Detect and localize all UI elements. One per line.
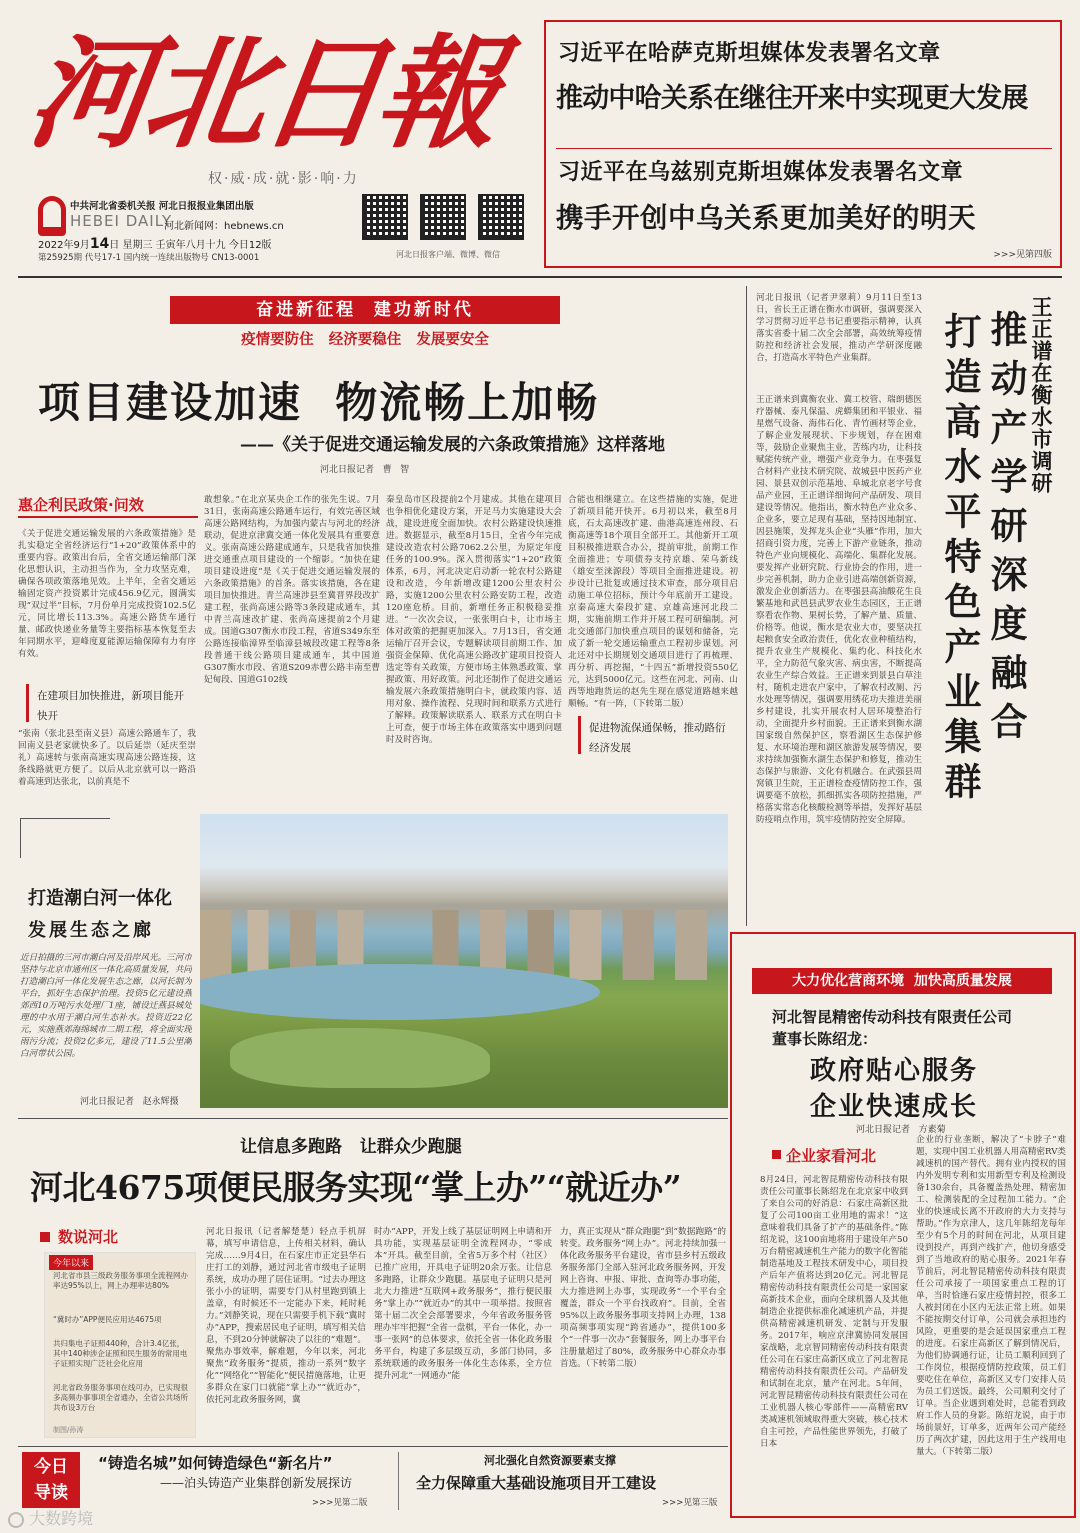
photo-title-line2[interactable]: 发展生态之廊: [28, 920, 154, 941]
side-vertical-line1[interactable]: 推动产学研深度融合: [984, 310, 1027, 751]
index-tag: [22, 1452, 80, 1508]
watermark-text: 大数跨境: [29, 1509, 94, 1528]
business-col1: 8月24日，河北智昆精密传动科技有限责任公司董事长陈绍龙在北京家中收到了来自公司的好消息：石家庄高新区批复了公司100亩工业用地的需求！“这意味着我们具备了扩产的基础条件。”陈绍龙说，这100亩地将用于建设年产50万台精密减速机生产能力的数字化智能制造基地及工程技术研发中心，项目投产后年产值将达到20亿元。河北智昆精密传动科技有限责任公司是一家国家高新技术企业，面向全球机器人及其他制造企业提供标准化减速机产品，并提供高精密减速机研发、定制与开发服务。2017年，响应京津冀协同发展国家战略，北京智同精密传动科技有限责任公司在石家庄高新区成立了河北智昆精密传动科技有限责任公司。产品研发和试制在北京，量产在河北。5年间，河北智昆精密传动科技有限责任公司在工业机器人核心零部件——高精密RV类减速机领域取得重大突破，核心技术自主可控，产品性能世界领先，打破了日本: [760, 1175, 908, 1449]
date-day: 14: [89, 236, 110, 252]
business-kicker-line2: 董事长陈绍龙：: [772, 1030, 878, 1048]
photo-credit: 河北日报记者 赵永辉摄: [80, 1097, 179, 1107]
masthead: [19, 18, 535, 268]
river: [200, 964, 600, 1020]
business-col2: 企业的行业垄断，解决了“卡脖子”难题，实现中国工业机器人用高精密RV类减速机的国产替代。拥有业内授权的国内外发明专利和实用新型专利及检测设备130余台，具备覆盖热处理、精密加工、检测装配的全过程加工能力。“企业的快速成长离不开政府的大力支持与帮助。”作为京津人，这几年陈绍龙每年至少有5个月的时间在河北，从项目建设到投产，再到产线扩产，他切身感受到了当地政府的贴心服务。2021年春节前后，河北智昆精密传动科技有限责任公司承接了一项国家重点工程的订单，当时恰逢石家庄疫情封控，很多工人被封闭在小区内无法正常上班。如果不能按期交付订单，公司就会承担违约风险，更重要的是会延误国家重点工程的进度。石家庄高新区了解到情况后，为他们协调通行证，让员工顺利回到了工作岗位，根据疫情防控政策，员工们要吃住在单位，高新区又专门安排人员为员工们送饭。最终，公司顺利交付了订单。当企业遇到难处时，总能看到政府工作人员的身影。陈绍龙说，由于市场前景好，订单多，近两年公司产能经历了两次扩建，因此这用于生产线用电量大。（下转第二版）: [916, 1135, 1066, 1457]
masthead-emblem-icon: [38, 196, 66, 236]
issue-line: 第25925期 代号17-1 国内统一连续出版物号 CN13-0001: [38, 253, 260, 263]
side-vertical-kicker: 王正谱在衡水市调研: [1029, 296, 1053, 494]
photo-caption-block: [20, 810, 198, 1110]
data-sidebar-item-2: “冀时办”APP便民应用达4675项: [53, 1315, 162, 1324]
side-vertical-line2[interactable]: 打造高水平特色产业集群: [938, 312, 981, 807]
masthead-slogan: 权·威·成·就·影·响·力: [208, 171, 359, 187]
index-item1-page-link[interactable]: >>>见第二版: [312, 1498, 368, 1508]
lead-col1: 《关于促进交通运输发展的六条政策措施》是扎实稳定全省经济运行“1+20”政策体系中的重要内容。政策出台后，全省交通运输部门深化思想认识，主动担当作为，全力攻坚克难，确保各项政策落地见效。上半年，全省交通运输固定资产投资累计完成456.9亿元，圆满实现“双过半”目标，7月份单月完成投资102.5亿元，同比增长113.3%。高速公路货车通行量、邮政快递业务量等主要指标基本恢复至去年同期水平，迎峰度夏能源运输保障有力有序有效。: [18, 529, 196, 659]
data-sidebar-item-3: 共归集电子证照440种，合计3.4亿张，其中140种涉企证照和民生服务的常用电子证照实现广泛社会化应用: [53, 1339, 188, 1368]
index-item1-sub: ——泊头铸造产业集群创新发展探访: [160, 1476, 353, 1490]
headline2-main[interactable]: 携手开创中乌关系更加美好的明天: [556, 202, 976, 234]
slogan-2: 经济要稳住: [328, 332, 402, 348]
side-body: 王正谱来到冀衡农业、冀工校管、瑞朗德医疗器械、泰凡保温、虎蟒集团和平银业、福星燃气设备、海伟石化、青竹画材等企业，了解企业发展现状、下步规划，存在困难等，鼓励企业聚焦主业，苦练内功，让科技赋能传统产业，增强产业竞争力。在枣强复合材料产业技术研究院、故城县中医药产业园、景县双创示范基地、阜城北京老字号食品产业园，王正谱详细询问产品研发、项目建设等情况。他指出，衡水特色产业众多、企业多，要立足现有基础，坚持因地制宜、因县施策，发挥龙头企业“头雁”作用，加大招商引资力度，完善上下游产业链条，推动特色产业向规模化、高端化、集群化发展。要发挥产业研究院、行业协会的作用，进一步完善机制，助力企业引进高端创新资源，激发企业创新活力。在枣强县高油酸花生良繁基地和武邑县武罗农业生态园区，王正谱察看农作物、果树长势，了解产量、质量、价格等。他说，衡水是农业大市，要坚决扛起粮食安全政治责任，优化农业种植结构，提升农业生产规模化、集约化、科技化水平，全力防范气象灾害、病虫害，不断提高农业生产综合效益。王正谱来到景县白草洼村，随机走进农户家中，了解农村改厕、污水处理等情况，强调要用绣花功夫推进美丽乡村建设，扎实开展农村人居环境整治行动，全面提升乡村面貌。王正谱来到衡水湖国家级自然保护区，察看湖区生态保护修复、水环境治理和湖区旅游发展等情况，要求持续加强衡水湖生态保护和修复，推动生态保护与旅游、文化有机融合。在武强县周窝镇卫生院，王正谱检查疫情防控工作，强调要毫不放松，抓细抓实各项防控措施，严格落实常态化核酸检测等举措，发挥好基层防疫哨点作用，筑牢疫情防控安全屏障。: [756, 395, 922, 825]
business-kicker-line1: 河北智昆精密传动科技有限责任公司: [772, 1008, 1013, 1026]
lead-subhead1: 在建项目加快推进，新项目能开快开: [37, 690, 184, 722]
river-park: [230, 1028, 490, 1088]
lead-subhead1-box: [26, 684, 190, 722]
see-page-four-link[interactable]: >>>见第四版: [993, 250, 1052, 260]
lead-col1b: “张南（张北县至南义县）高速公路通车了，我回南义县老家就快多了。以后延崇（延庆至崇礼）高速转与张南高速实现高速公路连接，这条线路就更方便了。以后从北京就可以一路沿着高速到达张北，以前真是不: [18, 729, 196, 787]
index-vdivider: [398, 1452, 399, 1510]
issue-date: [38, 236, 272, 252]
campaign-banner-title: 奋进新征程 建功新时代: [170, 296, 560, 324]
photo-caption-text: 近日拍摄的三河市潮白河及沿岸风光。三河市坚持与北京市通州区一体化高质量发展，共同打造潮白河一体化发展生态之廊，以河长制为平台，抓好生态保护治理。投资5亿元建设燕郊西10万吨污水处理厂1座，铺设迁燕县城处理的中水用于潮白河生态补水。投资近22亿元，实施燕郊海绵城市二期工程，将全面实现雨污分流；投资2亿多元，建设了11.5公里潮白河带状公园。: [20, 953, 192, 1059]
business-title-line1[interactable]: 政府贴心服务: [810, 1056, 979, 1086]
masthead-logo: 河北日報: [19, 21, 505, 165]
lead-subhead2: 促进物流保通保畅，推动路衍经济发展: [589, 722, 726, 754]
qr-caption: 河北日报客户端、微博、微信: [396, 250, 500, 259]
side-body-bottom: [756, 850, 1062, 926]
slogan-1: 疫情要防住: [241, 332, 314, 348]
watermark: [8, 1506, 93, 1529]
service-kicker: 让信息多跑路 让群众少跑腿: [240, 1137, 462, 1157]
business-story-box: [730, 932, 1076, 1518]
campaign-banner: [170, 296, 560, 350]
index-item2-page-link[interactable]: >>>见第三版: [662, 1498, 718, 1508]
business-byline: 河北日报记者 方素菊: [856, 1125, 946, 1135]
lead-subhead2-box: [578, 716, 734, 754]
index-item1-title[interactable]: “铸造名城”如何铸造绿色“新名片”: [98, 1454, 333, 1472]
headline2-kicker[interactable]: 习近平在乌兹别克斯坦媒体发表署名文章: [558, 160, 964, 185]
data-sidebar-item-1: 河北省市县三级政务服务事项全流程网办率达95%以上，网上办理率达80%: [53, 1271, 188, 1290]
service-col3: 力，真正实现从“群众跑腿”到“数据跑路”的转变。政务服务“网上办”。河北持续加强一体化政务服务平台建设，省市县乡村五级政务服务部门全部入驻河北政务服务网，开发网上咨询、申报、审批、查询等办事功能，大力推进网上办事，实现政务“一个平台全覆盖，群众一个平台找政府”。目前，全省95%以上政务服务事项支持网上办理，138项高频事项实现“跨省通办”，提供100多个“一件事一次办”套餐服务，网上办事平台注册量超过了80%，政务服务中心群众办事首选。（下转第二版）: [560, 1227, 726, 1369]
side-intro: 河北日报讯（记者尹翠莉）9月11日至13日，省长王正谱在衡水市调研，强调要深入学习贯彻习近平总书记重要指示精神，认真落实省委十届二次全会部署，高效统筹疫情防控和经济社会发展，推动产学研深度融合，打造高水平特色产业集群。: [756, 293, 922, 363]
headline1-kicker[interactable]: 习近平在哈萨克斯坦媒体发表署名文章: [558, 41, 941, 66]
index-tag-line1: 今日: [34, 1457, 68, 1477]
lead-col3: 秦皇岛市区段提前2个月建成。其他在建项目也争相优化建设方案，开足马力实施建设大会战，建设进度全面加快。农村公路建设快速推进。数据显示，截至8月15日，全省今年完成建设改造农村公路7062.2公里，为原定年度任务的100.9%。深入贯彻落实“1+20”政策体系，6月，河北决定启动新一轮农村公路建设和改造，今年新增改建1200公里农村公路，实施1200公里农村公路安防工程，改造120座危桥。目前，新增任务正积极稳妥推进。“一次次会议，一张张明白卡，让市场主体对政策的把握更加深入。7月13日，省交通运输厅召开会议，专题解读项目前期工作、加强资金保障、优化高速公路改扩建项目投资人选定等有关政策，方便市场主体熟悉政策、掌握政策、用好政策。河北还制作了促进交通运输发展六条政策措施明白卡，就政策内容、适用对象、操作流程、兑现时间和联系方式进行了解释。政策解读联系人、联系方式在明白卡上可查，便于市场主体在政策落实中遇到问题时及时咨询。: [386, 495, 562, 745]
index-item2-kicker: 河北强化自然资源要素支撑: [484, 1454, 616, 1467]
data-sidebar-box: [44, 1252, 196, 1438]
data-sidebar-tag: 数说河北: [58, 1228, 119, 1246]
english-title: HEBEI DAILY: [70, 212, 173, 230]
index-tag-line2: 导读: [34, 1483, 68, 1503]
top-headlines-box: [544, 20, 1062, 268]
masthead-rule: [18, 276, 1062, 278]
data-sidebar-item-4: 河北省政务服务事项在线可办，已实现很多高频办事事项全省通办，全省公共场所共布设3万台: [53, 1383, 188, 1412]
cityscape-river-photo[interactable]: [200, 814, 728, 1108]
service-col2: 时办”APP，开发上线了基层证明网上申请和开具功能，实现基层证明全流程网办，“零成本”开具。截至目前，全省5万多个村（社区）已推广应用，开具电子证明20余万张。让信息多跑路，让群众少跑腿。基层电子证明只是河北大力推进“互联网+政务服务”，推行便民服务“掌上办”“就近办”的其中一项举措。按照省第十届二次全会部署要求，今年省政务服务管理办牢牢把握“全省一盘棋，平台一体化，办一事一张网”的总体要求，依托全省一体化政务服务平台，构建了多层级互动，多部门协同，多系统联通的政务服务一体化生态体系，全方位提升河北“一网通办”能: [374, 1227, 552, 1381]
campaign-slogans: [170, 328, 560, 349]
index-item2-title[interactable]: 全力保障重大基础设施项目开工建设: [416, 1474, 657, 1492]
date-suffix: 日 星期三 壬寅年八月十九 今日12版: [109, 240, 272, 251]
col-divider: [746, 286, 747, 926]
slogan-3: 发展要安全: [416, 332, 489, 348]
news-site: 河北新闻网：hebnews.cn: [164, 221, 284, 232]
index-divider: [18, 1446, 728, 1447]
headline-divider: [556, 148, 1052, 149]
lead-col4a: 合能也相继建立。在这些措施的实施，促进了新项目能开快开。6月初以来，截至8月底，石太高速改扩建、曲港高速连州段、石衡高速等18个项目全部开工。其他新开工项目积极推进联合办公，提前审批，前期工作全面推进；专项债券支持京雄、荣乌新线（雄安至涞源段）等项目全面推进建设。初步设计已批复或通过技术审查，部分项目启动施工单位招标，预计今年底前开工建设。京秦高速大秦段扩建、京雄高速河北段二期，实施前期工作并开展工程可研编制。河北交通部门加快重点项目的谋划和储备，完成了新一轮交通运输重点工程初步谋划。河北还对中长期规划交通项目进行了再梳理、再分析、再挖掘，“十四五”新增投资550亿元，达到5000亿元。这些在河北、河南、山西等地跑货运的赵先生现在感觉道路越来越顺畅。“有一阵，（下转第二版）: [568, 495, 738, 709]
data-sidebar-credit: 制图/孙涛: [53, 1426, 84, 1434]
business-column-tag: 企业家看河北: [786, 1147, 877, 1165]
data-sidebar: [40, 1222, 200, 1440]
headline1-main[interactable]: 推动中哈关系在继往开来中实现更大发展: [556, 83, 1028, 114]
photo-caption-bracket: [20, 818, 110, 858]
business-banner: 大力优化营商环境 加快高质量发展: [752, 968, 1052, 994]
lead-col4b: [568, 760, 738, 806]
data-sidebar-icon: [40, 1232, 50, 1242]
business-title-line2[interactable]: 企业快速成长: [810, 1092, 979, 1122]
data-sidebar-year: 今年以来: [49, 1255, 93, 1270]
lead-story-byline: 河北日报记者 曹 智: [320, 465, 410, 475]
section-tag-policy: [18, 494, 198, 518]
watermark-icon: [8, 1512, 24, 1528]
publisher-line: 中共河北省委机关报 河北日报报业集团出版: [70, 201, 254, 212]
lead-story-subtitle: ——《关于促进交通运输发展的六条政策措施》这样落地: [240, 435, 665, 455]
business-column-icon: [772, 1150, 781, 1159]
qr-code-wechat[interactable]: [478, 194, 524, 240]
qr-code-weibo[interactable]: [420, 194, 466, 240]
section-tag-policy-text: 惠企利民政策·问效: [18, 496, 144, 514]
service-title[interactable]: 河北4675项便民服务实现“掌上办”“就近办”: [30, 1168, 682, 1207]
service-col1: 河北日报讯（记者解楚楚）轻点手机屏幕，填写申请信息，上传相关材料，确认完成……9月4日，在石家庄市正定县华石庄打工的刘静，通过河北省市级电子证明系统，成功办理了居住证明。“过去办理这张小小的证明，需要专门从村里跑到镇上盖章，有时候还不一定能办下来，耗时耗力。”刘静笑说，现在只需要手机下载“冀时办”APP，搜索居民电子证明，填写相关信息，不到20分钟就解决了以往的“难题”。聚焦办事效率，解难题，今年以来，河北聚焦“政务服务”提质，推动一系列“数字化”“网络化”“智能化”便民措施落地，让更多群众在家门口就能“掌上办”“就近办”，依托河北政务服务网，冀: [206, 1227, 366, 1405]
lead-col2: 敢想象。”在北京某央企工作的张先生说。7月31日，张南高速公路通车运行，有效完善区域高速公路网结构，为加强内蒙古与河北的经济联动，促进京津冀交通一体化发展具有重要意义。张南高速公路建成通车，只是我省加快推进交通重点项目建设的一个缩影。“加快在建项目建设进度”是《关于促进交通运输发展的六条政策措施》的首条。落实该措施，各在建项目加快推进。青兰高速涉县至冀晋界段改扩建工程，张尚高速公路等3条段建成通车，其中青兰高速改扩建、张尚高速提前2个月建成。国道G307衡水市段工程，省道S349东至公路连接临漳界至临漳县城段改建工程等8条段普通干线公路项目建成通车，其中国道G307衡水市段、省道S209赤曹公路丰南至曹妃甸段、国道G102线: [204, 495, 380, 685]
lead-story-title[interactable]: 项目建设加速 物流畅上加畅: [38, 378, 600, 427]
date-prefix: 2022年9月: [38, 240, 90, 251]
qr-code-app[interactable]: [362, 194, 408, 240]
service-divider-top: [18, 1118, 728, 1119]
photo-title-line1[interactable]: 打造潮白河一体化: [28, 888, 172, 909]
